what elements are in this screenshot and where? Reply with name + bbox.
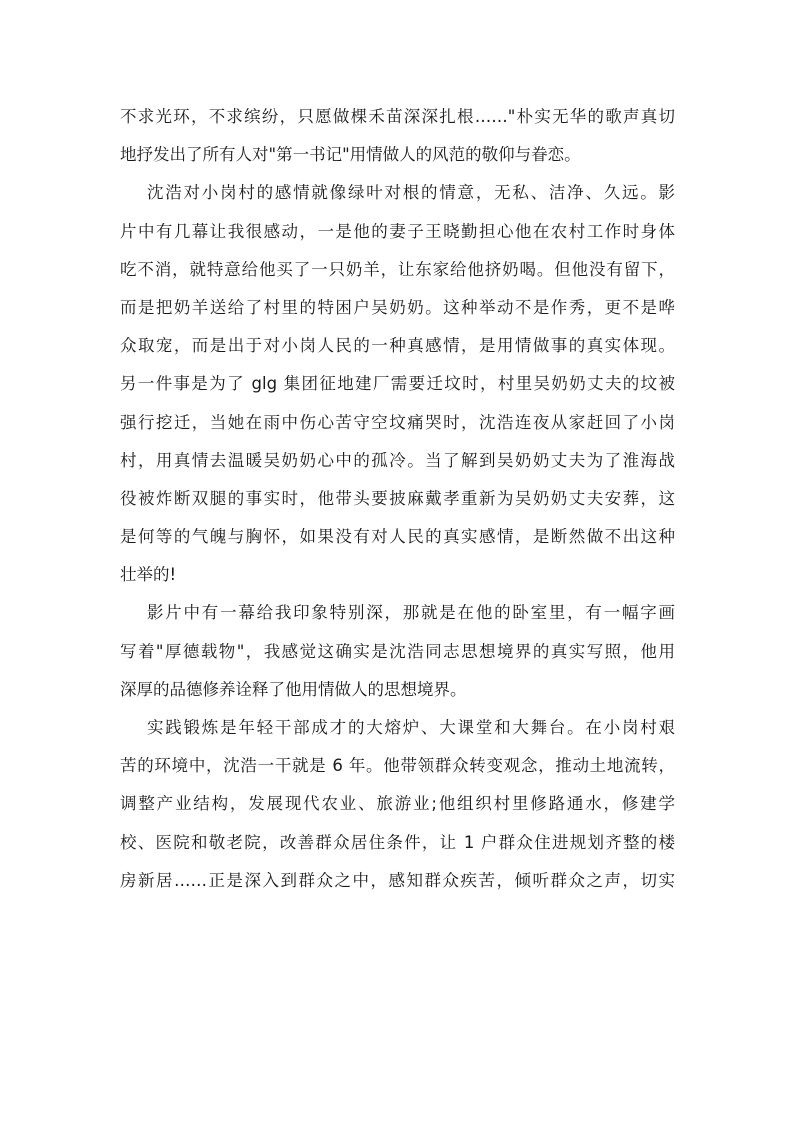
paragraph-start-line: 实践锻炼是年轻干部成才的大熔炉、大课堂和大舞台。在小岗村艰 xyxy=(147,718,675,737)
text-line: 地抒发出了所有人对"第一书记"用情做人的风范的敬仰与眷恋。 xyxy=(120,145,581,165)
text-line: 深厚的品德修养诠释了他用情做人的思想境界。 xyxy=(120,679,467,699)
text-line: 是何等的气魄与胸怀，如果没有对人民的真实感情，是断然做不出这种 xyxy=(120,527,675,547)
text-line: 苦的环境中，沈浩一干就是 6 年。他带领群众转变观念，推动土地流转， xyxy=(120,756,675,776)
text-line: 而是把奶羊送给了村里的特困户吴奶奶。这种举动不是作秀，更不是哗 xyxy=(120,297,675,317)
article-body xyxy=(120,98,675,900)
text-line: 房新居……正是深入到群众之中，感知群众疾苦，倾听群众之声，切实 xyxy=(120,870,675,890)
text-line: 写着"厚德载物"，我感觉这确实是沈浩同志思想境界的真实写照，他用 xyxy=(120,641,675,661)
text-line: 另一件事是为了 glg 集团征地建厂需要迁坟时，村里吴奶奶丈夫的坟被 xyxy=(120,374,675,394)
text-line: 校、医院和敬老院，改善群众居住条件，让 1 户群众住进规划齐整的楼 xyxy=(120,832,675,852)
text-line: 壮举的! xyxy=(120,565,177,585)
text-line: 役被炸断双腿的事实时，他带头要披麻戴孝重新为吴奶奶丈夫安葬，这 xyxy=(120,488,675,508)
text-line: 众取宠，而是出于对小岗人民的一种真感情，是用情做事的真实体现。 xyxy=(120,336,675,356)
paragraph-start-line: 沈浩对小岗村的感情就像绿叶对根的情意，无私、洁净、久远。影 xyxy=(147,183,675,203)
text-line: 村，用真情去温暖吴奶奶心中的孤冷。当了解到吴奶奶丈夫为了淮海战 xyxy=(120,450,675,470)
text-line: 吃不消，就特意给他买了一只奶羊，让东家给他挤奶喝。但他没有留下， xyxy=(120,259,675,279)
paragraph-start-line: 影片中有一幕给我印象特别深，那就是在他的卧室里，有一幅字画 xyxy=(147,603,675,623)
text-line: 强行挖迁，当她在雨中伤心苦守空坟痛哭时，沈浩连夜从家赶回了小岗 xyxy=(120,412,675,432)
text-line: 调整产业结构，发展现代农业、旅游业;他组织村里修路通水，修建学 xyxy=(120,794,675,814)
text-line: 片中有几幕让我很感动，一是他的妻子王晓勤担心他在农村工作时身体 xyxy=(120,221,675,241)
text-line: 不求光环，不求缤纷，只愿做棵禾苗深深扎根……"朴实无华的歌声真切 xyxy=(120,107,675,126)
